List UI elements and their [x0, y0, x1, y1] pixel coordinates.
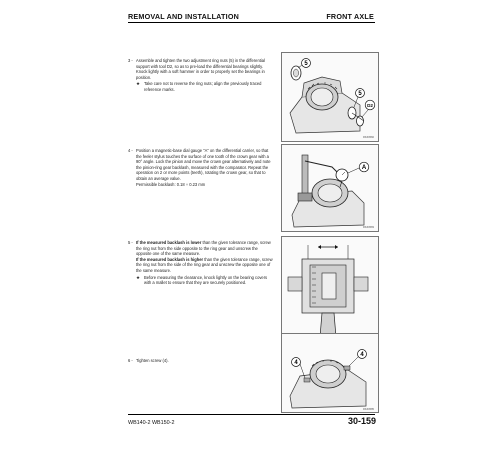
figure-code: RKZ0585	[363, 408, 374, 411]
tighten-screw-illustration	[282, 334, 378, 412]
step-text-lower	[136, 240, 274, 257]
callout-label: 4	[360, 352, 364, 359]
step-note	[136, 81, 274, 92]
star-bullet-icon: ★	[136, 274, 141, 280]
callout-label: 4	[294, 360, 298, 367]
figure-tighten-screw	[281, 333, 379, 413]
figure-code: RKZ0583	[363, 226, 374, 229]
instruction-higher: than the given tolerance range, screw the ring nut from the side of the ring gear and unscrew the opposite one of the same measure.	[136, 256, 273, 273]
instruction-lower: than the given tolerance range, screw the ring nut from the side opposite to the ring gear and unscrew the opposite one of the same measure.	[136, 240, 271, 257]
step-number: 3 -	[128, 58, 133, 63]
backlash-spec: Permissible backlash: 0.18 ÷ 0.23 mm	[136, 181, 206, 187]
note-text: Before measuring the clearance, knock lightly on the bearing covers with a mallet to ensure that they are securely positioned.	[144, 274, 268, 286]
callout-label: 5	[358, 91, 362, 98]
ring-nut-illustration	[282, 53, 378, 141]
footer-rule	[128, 414, 375, 415]
step-3	[128, 58, 274, 93]
step-text: Position a magnetic-base dial gauge "A" on the differential carrier, so that the feeler stylus touches the surface of one tooth of the crown gear with a 90° angle. Lock the pinion and move the crown gear alternatively and note the pinion-ring gear backlash, measured with the comparator. Repeat the operation on 2 or more points (teeth), rotating the crown gear, so that to obtain an average value.	[136, 148, 271, 181]
step-text-higher	[136, 257, 274, 274]
condition-lower: If the measured backlash is lower	[136, 240, 202, 245]
callout-label: 5	[304, 61, 308, 68]
step-4	[128, 148, 274, 187]
note-text: Take care not to reverse the ring nuts; align the previously traced reference marks.	[144, 81, 262, 92]
step-text: Assemble and tighten the two adjustment ring nuts (5) in the differential support with tool D2, so as to pre-load the differential bearings slightly. Knock lightly with a soft hammer in order to properly set the bearings in position.	[136, 58, 265, 80]
step-number: 6 -	[128, 358, 133, 363]
step-text: Tighten screw (4).	[136, 358, 169, 363]
dial-gauge-illustration	[282, 145, 378, 231]
header-rule	[128, 22, 375, 23]
section-title: REMOVAL AND INSTALLATION	[128, 12, 240, 21]
callout-label: A	[361, 165, 367, 172]
callout-label: D2	[367, 103, 373, 108]
page-number: 30-159	[347, 416, 376, 426]
chapter-title: FRONT AXLE	[326, 12, 374, 21]
condition-higher: If the measured backlash is higher	[136, 256, 204, 262]
figure-dial-gauge	[281, 144, 379, 232]
step-number: 4 -	[128, 148, 133, 153]
step-number: 5 -	[128, 240, 133, 245]
figure-ring-nuts	[281, 52, 379, 142]
star-bullet-icon: ★	[136, 81, 141, 87]
step-6	[128, 358, 274, 364]
step-note	[136, 275, 274, 286]
machine-model: WB140-2 WB150-2	[128, 420, 175, 426]
figure-code: RKZ0582	[363, 136, 374, 139]
step-5	[128, 240, 274, 286]
